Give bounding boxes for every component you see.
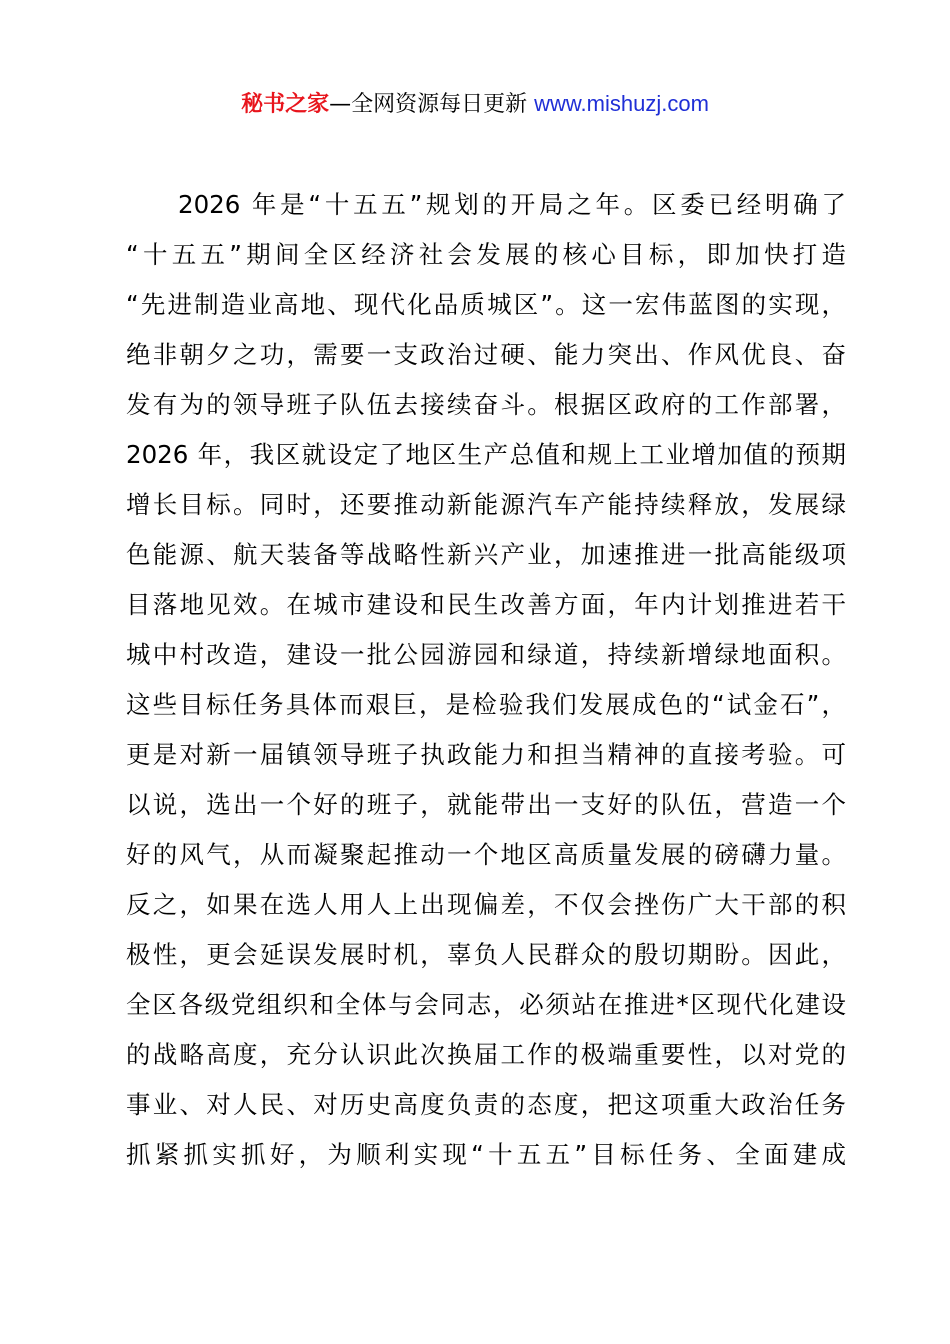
paragraph-line: 更是对新一届镇领导班子执政能力和担当精神的直接考验。可: [126, 740, 846, 769]
paragraph-line: 全区各级党组织和全体与会同志，必须站在推进*区现代化建设: [126, 990, 846, 1019]
site-brand: 秘书之家: [241, 92, 330, 117]
paragraph-line: 2026 年，我区就设定了地区生产总值和规上工业增加值的预期: [126, 440, 846, 469]
paragraph-line: 反之，如果在选人用人上出现偏差，不仅会挫伤广大干部的积: [126, 890, 846, 919]
paragraph-line: 抓紧抓实抓好，为顺利实现“十五五”目标任务、全面建成: [126, 1140, 846, 1169]
paragraph-line: 绝非朝夕之功，需要一支政治过硬、能力突出、作风优良、奋: [126, 340, 846, 369]
site-header: [0, 88, 950, 121]
paragraph-line: 目落地见效。在城市建设和民生改善方面，年内计划推进若干: [126, 590, 846, 619]
paragraph-line: 以说，选出一个好的班子，就能带出一支好的队伍，营造一个: [126, 790, 846, 819]
paragraph-line: 极性，更会延误发展时机，辜负人民群众的殷切期盼。因此，: [126, 940, 846, 969]
paragraph-line: “十五五”期间全区经济社会发展的核心目标，即加快打造: [126, 240, 846, 269]
paragraph-line: 发有为的领导班子队伍去接续奋斗。根据区政府的工作部署，: [126, 390, 846, 419]
paragraph-line: 的战略高度，充分认识此次换届工作的极端重要性，以对党的: [126, 1040, 846, 1069]
site-url-link[interactable]: www.mishuzj.com: [534, 91, 709, 116]
paragraph-line: 增长目标。同时，还要推动新能源汽车产能持续释放，发展绿: [126, 490, 846, 519]
paragraph-line: 城中村改造，建设一批公园游园和绿道，持续新增绿地面积。: [126, 640, 846, 669]
paragraph-line: 2026 年是“十五五”规划的开局之年。区委已经明确了: [178, 190, 846, 219]
paragraph-line: “先进制造业高地、现代化品质城区”。这一宏伟蓝图的实现，: [126, 290, 846, 319]
paragraph-line: 这些目标任务具体而艰巨，是检验我们发展成色的“试金石”，: [126, 690, 846, 719]
paragraph-line: 事业、对人民、对历史高度负责的态度，把这项重大政治任务: [126, 1090, 846, 1119]
paragraph-line: 色能源、航天装备等战略性新兴产业，加速推进一批高能级项: [126, 540, 846, 569]
site-tagline: —全网资源每日更新: [329, 92, 528, 117]
paragraph-line: 好的风气，从而凝聚起推动一个地区高质量发展的磅礴力量。: [126, 840, 846, 869]
document-body: [126, 180, 846, 1180]
